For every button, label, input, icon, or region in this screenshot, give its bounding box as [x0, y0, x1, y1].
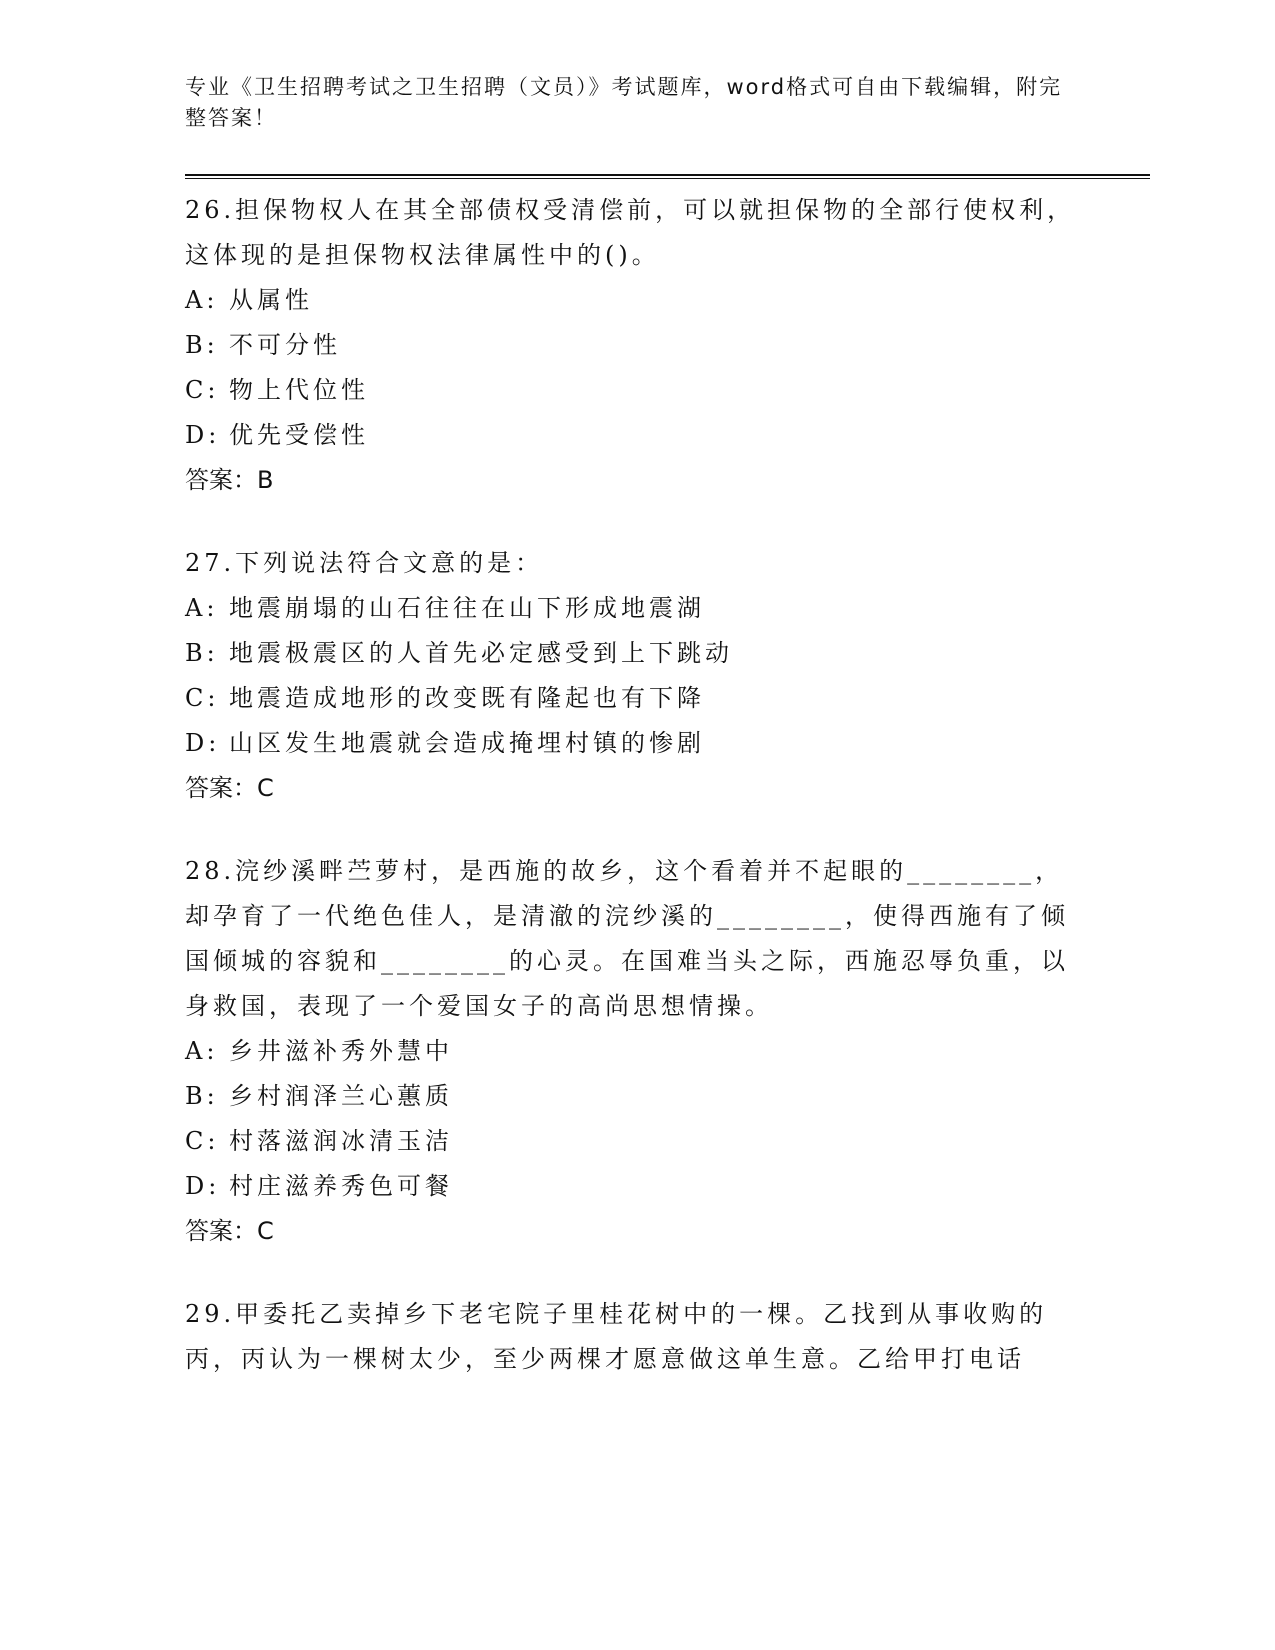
- option-text: 村落滋润冰清玉洁: [229, 1127, 453, 1155]
- option-text: 地震造成地形的改变既有隆起也有下降: [229, 684, 705, 712]
- option-d: [185, 413, 1085, 458]
- question-29: [185, 1292, 1085, 1382]
- question-28: [185, 849, 1085, 1254]
- question-26: [185, 188, 1085, 503]
- document-header: 专业《卫生招聘考试之卫生招聘（文员）》考试题库，word格式可自由下载编辑，附完整答案！: [185, 75, 1063, 130]
- option-text: 不可分性: [229, 331, 341, 359]
- option-letter: C:: [185, 376, 220, 404]
- option-text: 乡井滋补秀外慧中: [229, 1037, 453, 1065]
- divider-line-thick: [185, 174, 1150, 176]
- option-text: 地震极震区的人首先必定感受到上下跳动: [229, 639, 733, 667]
- header-divider: [185, 174, 1150, 180]
- option-letter: B:: [185, 1082, 219, 1110]
- question-stem: 29.甲委托乙卖掉乡下老宅院子里桂花树中的一棵。乙找到从事收购的丙，丙认为一棵树太少，至少两棵才愿意做这单生意。乙给甲打电话: [185, 1300, 1048, 1373]
- option-letter: C:: [185, 684, 220, 712]
- option-letter: A:: [185, 1037, 219, 1065]
- option-d: [185, 721, 1085, 766]
- option-b: [185, 1074, 1085, 1119]
- option-a: [185, 1029, 1085, 1074]
- option-a: [185, 586, 1085, 631]
- option-c: [185, 1119, 1085, 1164]
- answer-line: 答案：B: [185, 466, 274, 494]
- option-text: 优先受偿性: [229, 421, 369, 449]
- option-c: [185, 368, 1085, 413]
- option-text: 乡村润泽兰心蕙质: [229, 1082, 453, 1110]
- option-letter: C:: [185, 1127, 220, 1155]
- question-list: [185, 188, 1085, 1420]
- answer-line: 答案：C: [185, 1217, 274, 1245]
- option-text: 地震崩塌的山石往往在山下形成地震湖: [229, 594, 705, 622]
- option-text: 山区发生地震就会造成掩埋村镇的惨剧: [229, 729, 705, 757]
- question-stem: 28.浣纱溪畔苎萝村，是西施的故乡，这个看着并不起眼的________，却孕育了一代绝色佳人，是清澈的浣纱溪的________，使得西施有了倾国倾城的容貌和________的心灵。在国难当头之际，西施忍辱负重，以身救国，表现了一个爱国女子的高尚思想情操。: [185, 857, 1069, 1020]
- option-letter: D:: [185, 729, 221, 757]
- question-stem: 26.担保物权人在其全部债权受清偿前，可以就担保物的全部行使权利，这体现的是担保物权法律属性中的()。: [185, 196, 1076, 269]
- option-letter: A:: [185, 286, 219, 314]
- option-d: [185, 1164, 1085, 1209]
- option-b: [185, 323, 1085, 368]
- option-text: 从属性: [229, 286, 313, 314]
- question-27: [185, 541, 1085, 811]
- option-letter: D:: [185, 1172, 221, 1200]
- divider-line-thin: [185, 178, 1150, 179]
- option-b: [185, 631, 1085, 676]
- option-letter: B:: [185, 639, 219, 667]
- option-letter: B:: [185, 331, 219, 359]
- option-text: 村庄滋养秀色可餐: [229, 1172, 453, 1200]
- option-letter: D:: [185, 421, 221, 449]
- answer-line: 答案：C: [185, 774, 274, 802]
- option-c: [185, 676, 1085, 721]
- question-stem: 27.下列说法符合文意的是：: [185, 549, 544, 577]
- option-text: 物上代位性: [229, 376, 369, 404]
- option-a: [185, 278, 1085, 323]
- option-letter: A:: [185, 594, 219, 622]
